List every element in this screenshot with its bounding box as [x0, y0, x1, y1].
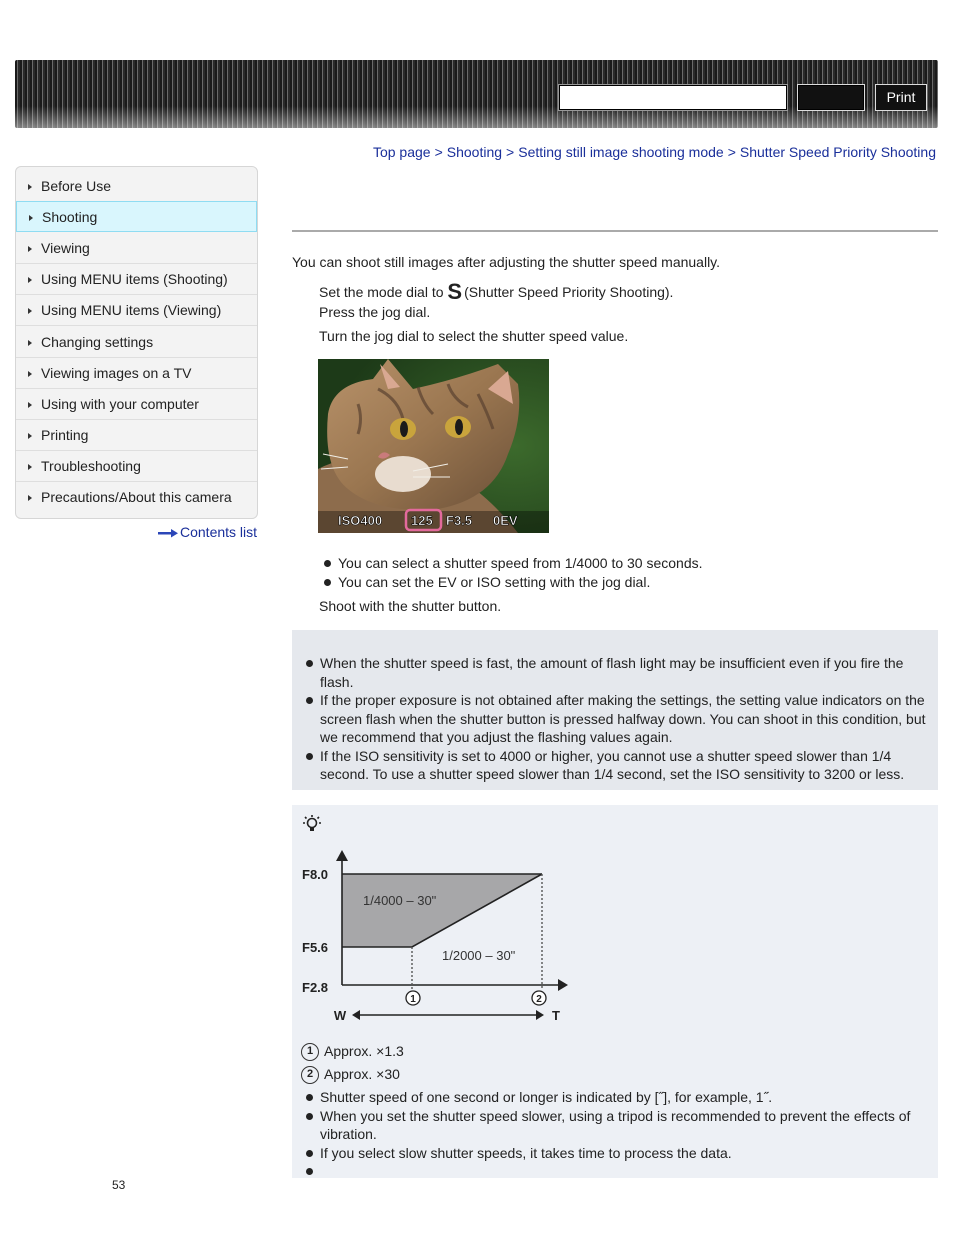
arrow-right-icon	[28, 246, 32, 252]
arrow-right-icon	[28, 277, 32, 283]
axis-t-label: T	[552, 1008, 560, 1023]
list-item: If you select slow shutter speeds, it takes time to process the data.	[302, 1144, 926, 1163]
sidebar-item-tv[interactable]: Viewing images on a TV	[16, 358, 257, 389]
sidebar-item-troubleshooting[interactable]: Troubleshooting	[16, 451, 257, 482]
step-4: Shoot with the shutter button.	[319, 598, 502, 614]
sidebar-nav	[15, 166, 258, 519]
arrow-right-icon	[28, 433, 32, 439]
search-input[interactable]	[558, 84, 788, 111]
sidebar-item-menu-viewing[interactable]: Using MENU items (Viewing)	[16, 295, 257, 326]
aperture-zoom-diagram	[300, 847, 570, 1027]
arrow-right-icon	[28, 402, 32, 408]
arrow-right-icon	[29, 215, 33, 221]
breadcrumb-link-shooting[interactable]: Shooting	[446, 144, 503, 160]
step-3: Turn the jog dial to select the shutter speed value.	[319, 328, 629, 344]
list-item: You can set the EV or ISO setting with the jog dial.	[320, 573, 703, 592]
region-upper-label: 1/4000 – 30"	[363, 893, 437, 908]
aperture-readout: F3.5	[446, 513, 473, 528]
arrow-right-icon	[28, 308, 32, 314]
list-item: You can select a shutter speed from 1/4000 to 30 seconds.	[320, 554, 703, 573]
list-item: If the proper exposure is not obtained after making the settings, the setting value indicators on the screen flash when the shutter button is pressed halfway down. You can shoot in this condition, but we recommend that you adjust the flashing values again.	[302, 691, 926, 747]
page-number: 53	[112, 1178, 126, 1192]
list-item: When the shutter speed is fast, the amount of flash light may be insufficient even if you fire the flash.	[302, 654, 926, 691]
hints-list	[302, 1088, 926, 1181]
circled-1-icon: 1	[301, 1043, 319, 1061]
arrow-right-icon	[28, 371, 32, 377]
y-label-f56: F5.6	[302, 940, 329, 955]
sidebar-item-precautions[interactable]: Precautions/About this camera	[16, 482, 257, 513]
step-3-bullets	[320, 554, 703, 591]
breadcrumb-link-top[interactable]: Top page	[372, 144, 431, 160]
iso-readout: ISO400	[338, 513, 383, 528]
arrow-right-icon	[28, 184, 32, 190]
region-lower-label: 1/2000 – 30"	[442, 948, 516, 963]
print-button[interactable]: Print	[875, 84, 927, 111]
y-label-f28: F2.8	[302, 980, 329, 995]
intro-text: You can shoot still images after adjusting the shutter speed manually.	[292, 254, 721, 270]
arrow-right-icon	[28, 464, 32, 470]
breadcrumb-link-current[interactable]: Shutter Speed Priority Shooting	[739, 144, 936, 160]
circled-2-icon: 2	[301, 1066, 319, 1084]
contents-list-link[interactable]: Contents list	[158, 524, 257, 540]
shutter-readout: 125	[411, 513, 433, 528]
breadcrumb-link-setting-mode[interactable]: Setting still image shooting mode	[518, 144, 724, 160]
y-label-f8: F8.0	[302, 867, 329, 882]
mode-s-icon: S	[447, 279, 463, 304]
arrow-right-icon	[28, 340, 32, 346]
arrow-right-icon	[158, 528, 178, 538]
sidebar-item-computer[interactable]: Using with your computer	[16, 389, 257, 420]
camera-screen-image	[318, 359, 549, 533]
breadcrumb: Top page > Shooting > Setting still image shooting mode > Shutter Speed Priority Shooting	[372, 144, 936, 160]
list-item	[302, 1162, 926, 1181]
hints-box	[292, 805, 938, 1178]
title-divider	[292, 230, 938, 232]
sidebar-item-menu-shooting[interactable]: Using MENU items (Shooting)	[16, 264, 257, 295]
list-item: If the ISO sensitivity is set to 4000 or higher, you cannot use a shutter speed slower than 1/4 second. To use a shutter speed slower than 1/4 second, set the ISO sensitivity to 3200 or less.	[302, 747, 926, 784]
sidebar-item-before-use[interactable]: Before Use	[16, 171, 257, 202]
notes-box	[292, 630, 938, 790]
ev-readout: 0EV	[493, 513, 518, 528]
step-2: Press the jog dial.	[319, 304, 431, 320]
marker-2: 2	[536, 994, 542, 1005]
list-item: When you set the shutter speed slower, using a tripod is recommended to prevent the effects of vibration.	[302, 1107, 926, 1144]
axis-w-label: W	[333, 1008, 347, 1023]
sidebar-item-viewing[interactable]: Viewing	[16, 233, 257, 264]
sidebar-item-printing[interactable]: Printing	[16, 420, 257, 451]
search-button[interactable]	[797, 84, 865, 111]
sidebar-item-shooting[interactable]: Shooting	[16, 201, 257, 232]
marker-1: 1	[410, 994, 416, 1005]
list-item: Shutter speed of one second or longer is indicated by [˝], for example, 1˝.	[302, 1088, 926, 1107]
lightbulb-icon	[302, 814, 322, 834]
notes-list	[302, 654, 926, 784]
arrow-right-icon	[28, 495, 32, 501]
legend-item-1: 1 Approx. ×1.3	[301, 1043, 404, 1061]
legend-item-2: 2 Approx. ×30	[301, 1066, 400, 1084]
sidebar-item-changing-settings[interactable]: Changing settings	[16, 327, 257, 358]
step-1: Set the mode dial to S (Shutter Speed Priority Shooting).	[319, 279, 674, 304]
